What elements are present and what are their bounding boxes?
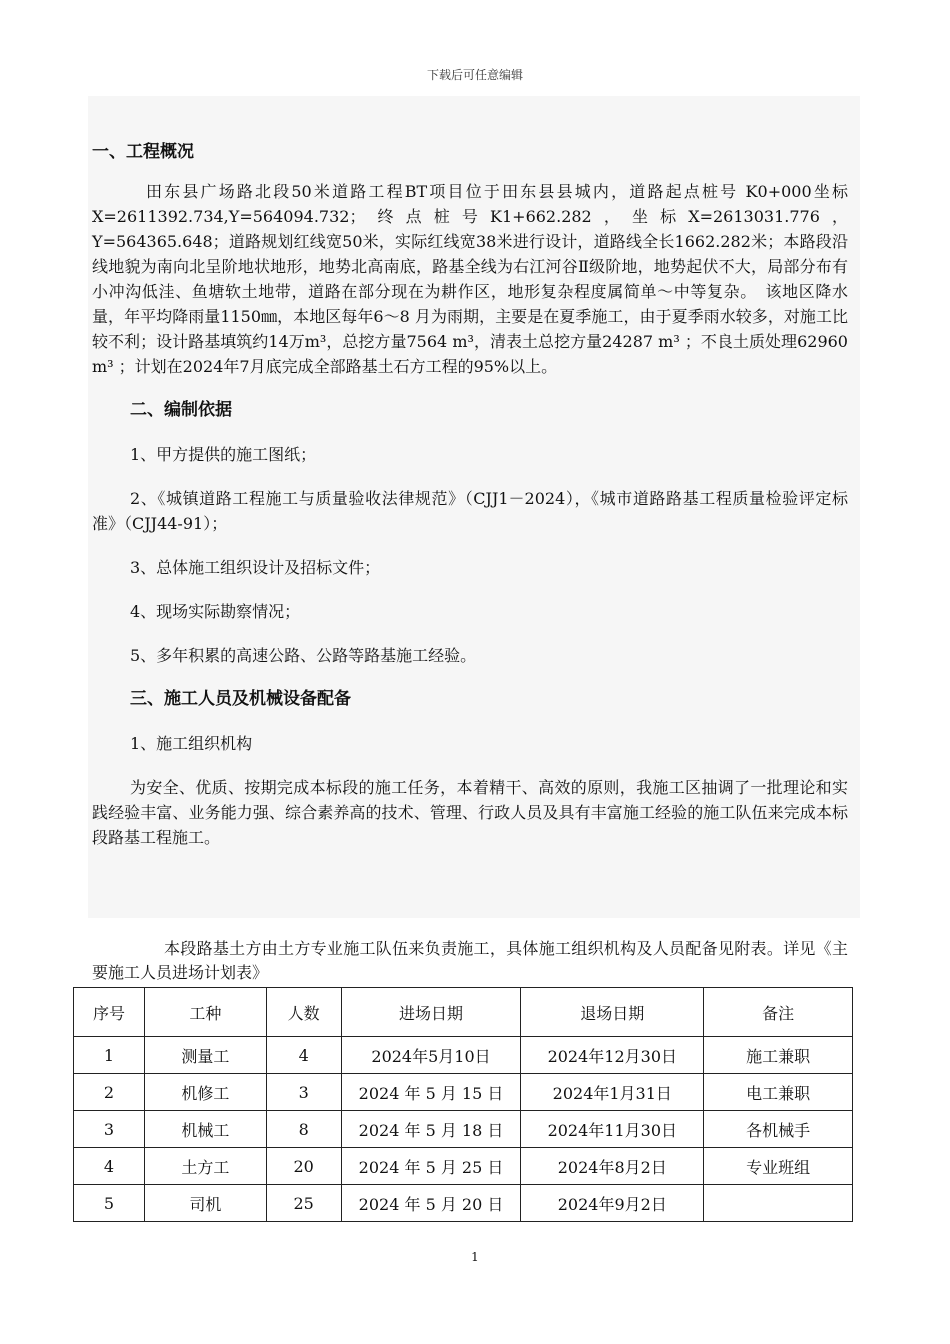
section-1-paragraph: 田东县广场路北段50米道路工程BT项目位于田东县县城内，道路起点桩号 K0+000坐标X=2611392.734,Y=564094.732；终点桩号K1+662.282，坐标X=2613031.776，Y=564365.648；道路规划红线宽50米，实际红线宽38米进行设计，道路线全长1662.282米；本路段沿线地貌为南向北呈阶地状地形，地势北高南底，路基全线为右江河谷Ⅱ级阶地，地势起伏不大，局部分布有小冲沟低洼、鱼塘软土地带，道路在部分现在为耕作区，地形复杂程度属简单～中等复杂。 该地区降水量，年平均降雨量1150㎜，本地区每年6～8 月为雨期，主要是在夏季施工，由于夏季雨水较多，对施工比较不利；设计路基填筑约14万m³，总挖方量7564 m³，清表土总挖方量24287 m³ ；不良土质处理62960 m³ ；计划在2024年7月底完成全部路基土石方工程的95%以上。	[92, 182, 848, 376]
table-cell: 8	[266, 1111, 341, 1148]
table-cell: 2024年5月10日	[341, 1037, 521, 1074]
table-cell: 2024年12月30日	[521, 1037, 704, 1074]
basis-item-4: 4、现场实际勘察情况；	[130, 602, 301, 621]
table-cell: 机械工	[144, 1111, 266, 1148]
page-number: 1	[471, 1250, 479, 1264]
table-cell: 电工兼职	[704, 1074, 853, 1111]
header-cell: 备注	[704, 988, 853, 1037]
table-cell: 4	[266, 1037, 341, 1074]
table-cell: 各机械手	[704, 1111, 853, 1148]
table-cell: 20	[266, 1148, 341, 1185]
table-row	[74, 1074, 853, 1111]
table-cell: 3	[266, 1074, 341, 1111]
table-cell: 4	[74, 1148, 145, 1185]
table-row	[74, 1037, 853, 1074]
table-cell: 2024 年 5 月 25 日	[341, 1148, 521, 1185]
page-header-note: 下载后可任意编辑	[426, 68, 523, 82]
header-cell: 进场日期	[341, 988, 521, 1037]
table-cell: 司机	[144, 1185, 266, 1222]
table-row	[74, 1148, 853, 1185]
basis-item-1: 1、甲方提供的施工图纸；	[130, 445, 317, 464]
table-cell: 25	[266, 1185, 341, 1222]
table-cell: 2024年8月2日	[521, 1148, 704, 1185]
table-cell: 专业班组	[704, 1148, 853, 1185]
section-2-title: 二、编制依据	[130, 400, 232, 420]
document-body	[92, 140, 848, 850]
table-cell	[704, 1185, 853, 1222]
table-cell: 机修工	[144, 1074, 266, 1111]
table-cell: 2	[74, 1074, 145, 1111]
table-cell: 3	[74, 1111, 145, 1148]
table-header-row	[74, 988, 853, 1037]
basis-item-2: 2、《城镇道路工程施工与质量验收法律规范》（CJJ1－2024），《城市道路路基工程质量检验评定标准》（CJJ44-91）；	[92, 489, 848, 533]
table-cell: 2024年9月2日	[521, 1185, 704, 1222]
header-cell: 人数	[266, 988, 341, 1037]
section-3-title: 三、施工人员及机械设备配备	[130, 689, 351, 709]
header-cell: 工种	[144, 988, 266, 1037]
table-row	[74, 1111, 853, 1148]
table-cell: 施工兼职	[704, 1037, 853, 1074]
table-cell: 测量工	[144, 1037, 266, 1074]
table-row	[74, 1185, 853, 1222]
table-cell: 2024 年 5 月 15 日	[341, 1074, 521, 1111]
table-cell: 2024年11月30日	[521, 1111, 704, 1148]
table-cell: 2024年1月31日	[521, 1074, 704, 1111]
table-cell: 2024 年 5 月 20 日	[341, 1185, 521, 1222]
table-cell: 2024 年 5 月 18 日	[341, 1111, 521, 1148]
basis-item-3: 3、总体施工组织设计及招标文件；	[130, 558, 381, 577]
header-cell: 退场日期	[521, 988, 704, 1037]
basis-item-5: 5、多年积累的高速公路、公路等路基施工经验。	[130, 646, 477, 665]
section-3-paragraph: 为安全、优质、按期完成本标段的施工任务，本着精干、高效的原则，我施工区抽调了一批理论和实践经验丰富、业务能力强、综合素养高的技术、管理、行政人员及具有丰富施工经验的施工队伍来完成本标段路基工程施工。	[92, 778, 848, 847]
staff-entry-table	[73, 987, 853, 1222]
table-intro	[92, 937, 848, 985]
table-cell: 1	[74, 1037, 145, 1074]
table-cell: 5	[74, 1185, 145, 1222]
section-1-title: 一、工程概况	[92, 142, 194, 162]
section-3-subtitle: 1、施工组织机构	[130, 734, 253, 753]
table-intro-text: 本段路基土方由土方专业施工队伍来负责施工，具体施工组织机构及人员配备见附表。详见《主要施工人员进场计划表》	[92, 939, 848, 982]
header-cell: 序号	[74, 988, 145, 1037]
table-cell: 土方工	[144, 1148, 266, 1185]
